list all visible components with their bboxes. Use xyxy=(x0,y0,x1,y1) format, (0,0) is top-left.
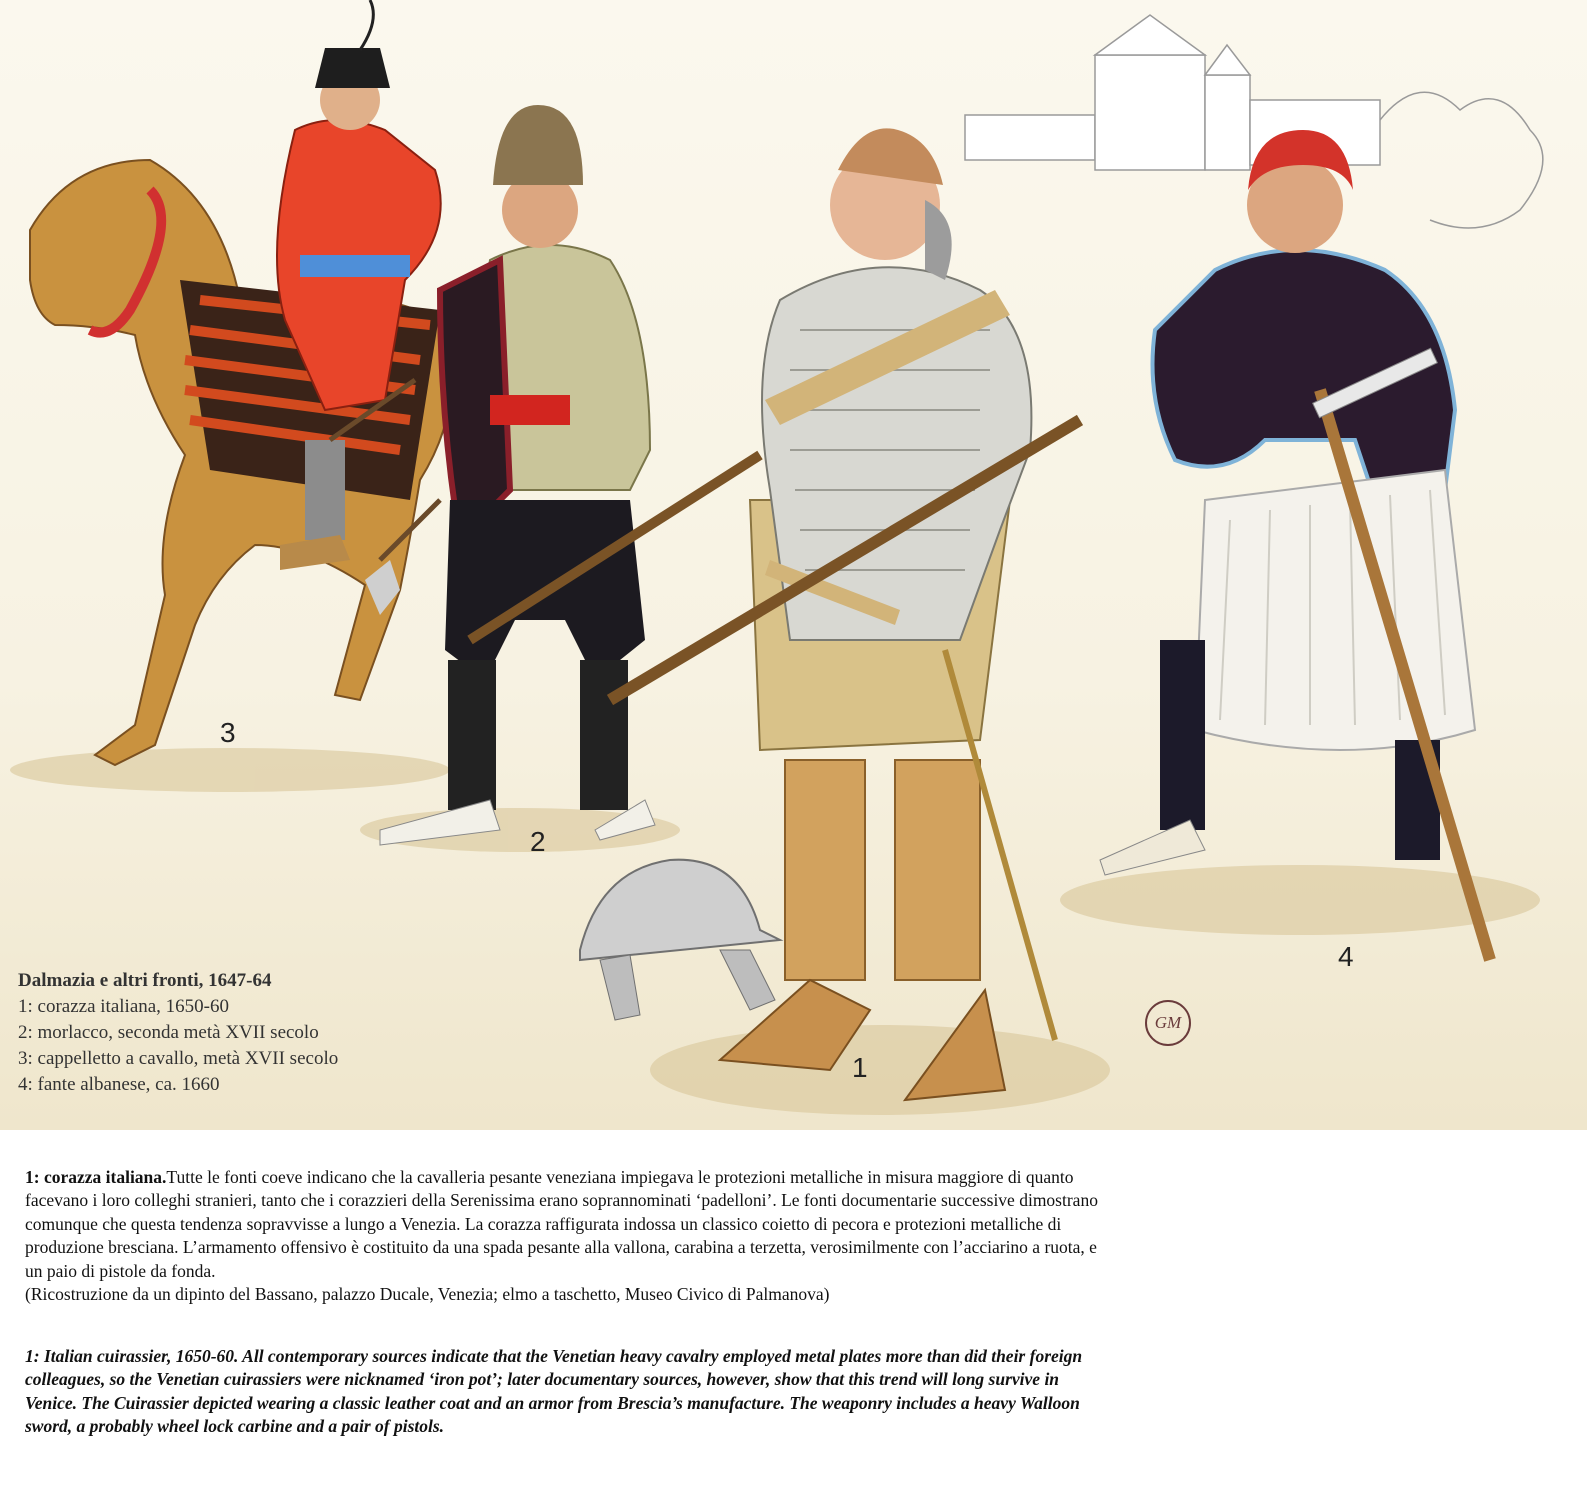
english-paragraph xyxy=(25,1345,1115,1439)
plate-caption-item-2: 2: morlacco, seconda metà XVII secolo xyxy=(18,1022,319,1043)
figure-number-4: 4 xyxy=(1338,941,1354,972)
english-body: All contemporary sources indicate that the Venetian heavy cavalry employed metal plates more than did their foreign colleagues, so the Venetian cuirassiers were nicknamed ‘iron pot’; later documentary sources, however, show that this trend will long survive in Venice. The Cuirassier depicted wearing a classic leather coat and an armor from Brescia’s manufacture. The weaponry includes a heavy Walloon sword, a probably wheel lock carbine and a pair of pistols. xyxy=(25,1346,1083,1437)
figure-4-albanian xyxy=(1100,130,1490,960)
italian-body: Tutte le fonti coeve indicano che la cavalleria pesante veneziana impiegava le protezioni metalliche in misura maggiore di quanto facevano i loro colleghi stranieri, tanto che i corazzieri della Serenissima erano soprannominati ‘padelloni’. Le fonti documentarie successive dimostrano comunque che questa tendenza sopravvisse a lungo a Venezia. La corazza raffigurata indossa un classico coietto di pecora e protezioni metalliche di produzione bresciana. L’armamento offensivo è costituito da una spada pesante alla vallona, carabina a terzetta, verosimilmente con l’acciarino a ruota, e un paio di pistole da fonda. xyxy=(25,1167,1098,1281)
artist-signature: GM xyxy=(1145,1000,1191,1046)
plate-caption-title: Dalmazia e altri fronti, 1647-64 xyxy=(18,970,272,991)
figure-number-1: 1 xyxy=(852,1052,868,1083)
plate-caption xyxy=(18,968,338,1098)
italian-note: (Ricostruzione da un dipinto del Bassano, palazzo Ducale, Venezia; elmo a taschetto, Museo Civico di Palmanova) xyxy=(25,1284,830,1305)
figure-1-cuirassier xyxy=(580,128,1080,1100)
plate-caption-item-4: 4: fante albanese, ca. 1660 xyxy=(18,1074,220,1095)
italian-paragraph xyxy=(25,1166,1115,1283)
english-lead: 1: Italian cuirassier, 1650-60. xyxy=(25,1346,239,1366)
figure-number-3: 3 xyxy=(220,717,236,748)
plate-caption-item-1: 1: corazza italiana, 1650-60 xyxy=(18,996,230,1017)
plate-caption-item-3: 3: cappelletto a cavallo, metà XVII secolo xyxy=(18,1048,339,1069)
figure-number-2: 2 xyxy=(530,826,546,857)
italian-lead: 1: corazza italiana. xyxy=(25,1167,167,1187)
italian-description xyxy=(25,1166,1115,1306)
english-description xyxy=(25,1345,1115,1439)
figure-3-horseman xyxy=(30,0,451,765)
